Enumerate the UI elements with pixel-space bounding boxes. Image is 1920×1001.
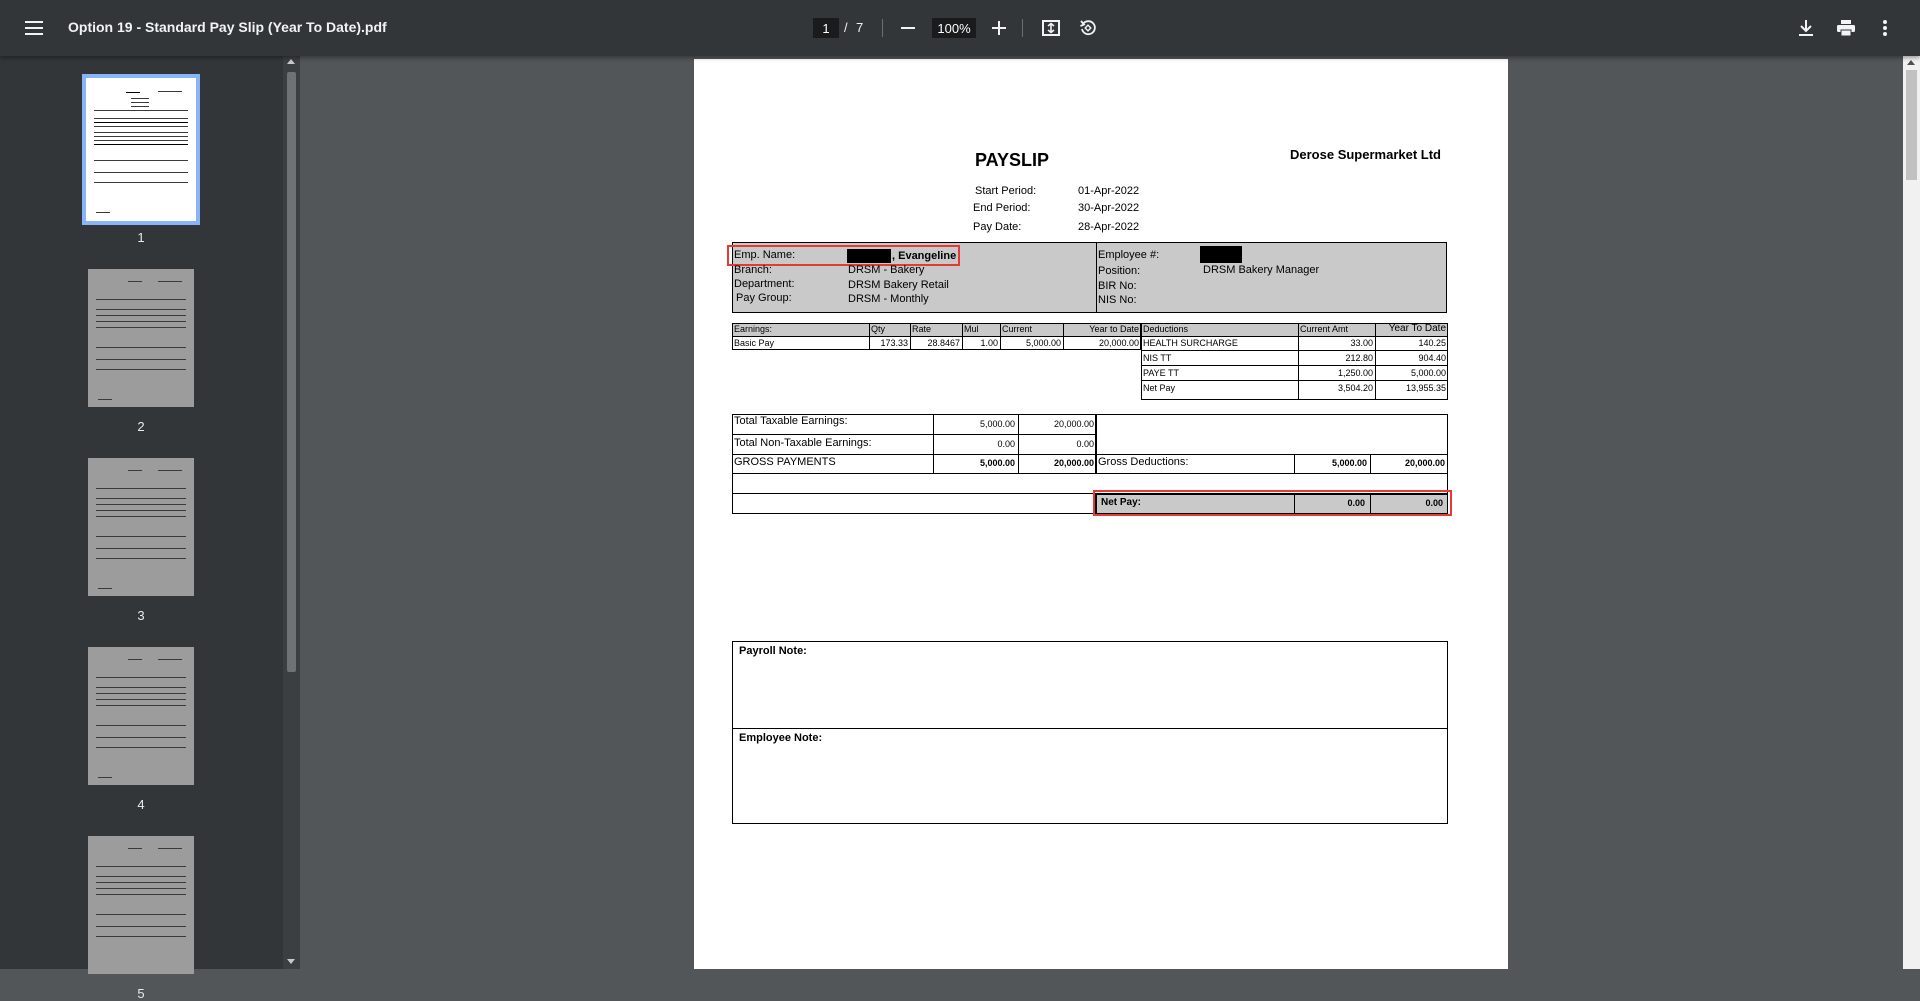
deduction-row-current: 1,250.00 (1337, 368, 1373, 378)
net-pay-left-cell (732, 494, 1096, 514)
pdf-page (694, 59, 1508, 969)
payroll-note-label: Payroll Note: (739, 645, 807, 657)
page-separator: / (844, 20, 848, 35)
earnings-header: Mul (964, 324, 979, 334)
page-number-input[interactable]: 1 (813, 18, 839, 38)
deduction-row-ytd: 904.40 (1418, 353, 1446, 363)
fit-page-icon[interactable] (1040, 17, 1062, 39)
company-name: Derose Supermarket Ltd (1290, 147, 1441, 162)
earnings-row-mul: 1.00 (980, 338, 998, 348)
earnings-header: Earnings: (734, 324, 773, 334)
page-total: 7 (856, 20, 864, 35)
pdf-toolbar (0, 0, 1920, 56)
nontaxable-earnings-label: Total Non-Taxable Earnings: (734, 437, 872, 449)
position-label: Position: (1098, 265, 1141, 277)
payroll-note-box (732, 641, 1448, 729)
toolbar-divider (882, 19, 883, 37)
gross-payments-current: 5,000.00 (979, 458, 1015, 468)
earnings-header: Rate (912, 324, 932, 334)
scroll-up-arrow-icon[interactable] (1907, 60, 1915, 65)
payslip-title: PAYSLIP (975, 150, 1050, 170)
employee-note-label: Employee Note: (739, 732, 823, 744)
deduction-row-ytd: 5,000.00 (1410, 368, 1446, 378)
page-thumbnail-2[interactable] (88, 269, 194, 407)
scroll-up-arrow-icon[interactable] (287, 59, 295, 64)
document-title: Option 19 - Standard Pay Slip (Year To Date).pdf (68, 19, 387, 35)
document-scrollbar-thumb[interactable] (1906, 70, 1917, 180)
pay-group-value: DRSM - Monthly (848, 293, 929, 305)
department-label: Department: (734, 278, 795, 290)
earnings-row-qty: 173.33 (880, 338, 908, 348)
page-thumbnail-4[interactable] (88, 647, 194, 785)
end-period-label: End Period: (973, 202, 1031, 214)
sidebar-scrollbar-thumb[interactable] (287, 72, 296, 672)
thumbnail-label: 2 (137, 419, 145, 434)
zoom-input[interactable]: 100% (932, 18, 976, 38)
deduction-row-name: PAYE TT (1143, 368, 1180, 378)
net-pay-ytd: 0.00 (1425, 498, 1443, 508)
net-pay-label: Net Pay: (1101, 497, 1142, 508)
deduction-row-name: HEALTH SURCHARGE (1143, 338, 1238, 348)
pay-date-value: 28-Apr-2022 (1078, 221, 1140, 233)
deduction-row-ytd: 13,955.35 (1405, 383, 1446, 393)
document-scrollbar[interactable] (1903, 56, 1920, 969)
branch-label: Branch: (734, 264, 772, 276)
start-period-label: Start Period: (975, 185, 1037, 197)
start-period-value: 01-Apr-2022 (1078, 185, 1140, 197)
print-icon[interactable] (1834, 17, 1858, 39)
earnings-header: Current (1002, 324, 1033, 334)
net-pay-current: 0.00 (1347, 498, 1365, 508)
thumbnail-label: 1 (137, 230, 145, 245)
employee-number-label: Employee #: (1098, 249, 1160, 261)
page-thumbnail-3[interactable] (88, 458, 194, 596)
redacted-employee-number (1200, 246, 1242, 263)
page-thumbnail-1[interactable] (86, 78, 196, 221)
gross-payments-label: GROSS PAYMENTS (734, 456, 836, 468)
pay-date-label: Pay Date: (973, 221, 1022, 233)
employee-info-divider (1096, 242, 1097, 313)
nontaxable-earnings-current: 0.00 (997, 439, 1015, 449)
thumbnail-label: 5 (137, 986, 145, 1001)
sidebar-scrollbar[interactable] (283, 56, 300, 969)
gross-deductions-ytd: 20,000.00 (1404, 458, 1445, 468)
earnings-row-rate: 28.8467 (927, 338, 960, 348)
rotate-icon[interactable] (1077, 17, 1099, 39)
zoom-out-icon[interactable] (898, 18, 918, 38)
deduction-row-current: 212.80 (1345, 353, 1373, 363)
earnings-row-ytd: 20,000.00 (1098, 338, 1139, 348)
zoom-in-icon[interactable] (989, 18, 1009, 38)
thumbnail-label: 4 (137, 797, 145, 812)
download-icon[interactable] (1795, 17, 1817, 39)
earnings-header: Year to Date (1089, 324, 1139, 334)
earnings-header: Qty (871, 324, 886, 334)
emp-name-highlight (727, 245, 960, 266)
deduction-row-name: Net Pay (1143, 383, 1176, 393)
nontaxable-earnings-ytd: 0.00 (1076, 439, 1094, 449)
department-value: DRSM Bakery Retail (848, 279, 949, 291)
more-vert-icon[interactable] (1876, 17, 1894, 39)
gross-deductions-label: Gross Deductions: (1098, 456, 1189, 468)
deductions-header: Current Amt (1300, 324, 1349, 334)
earnings-row-name: Basic Pay (734, 338, 775, 348)
pay-group-label: Pay Group: (736, 292, 792, 304)
emp-name-value: , Evangeline (892, 250, 957, 262)
thumbnail-label: 3 (137, 608, 145, 623)
earnings-row-current: 5,000.00 (1025, 338, 1061, 348)
taxable-earnings-current: 5,000.00 (979, 419, 1015, 429)
branch-value: DRSM - Bakery (848, 264, 925, 276)
deduction-row-current: 33.00 (1350, 338, 1373, 348)
taxable-earnings-ytd: 20,000.00 (1053, 419, 1094, 429)
page-thumbnail-5[interactable] (88, 836, 194, 974)
net-pay-highlight (1093, 490, 1452, 516)
deduction-row-ytd: 140.25 (1418, 338, 1446, 348)
deduction-row-name: NIS TT (1143, 353, 1172, 363)
employee-note-box (732, 728, 1448, 824)
nis-number-label: NIS No: (1098, 294, 1137, 306)
end-period-value: 30-Apr-2022 (1078, 202, 1140, 214)
toolbar-divider (1022, 19, 1023, 37)
gross-deductions-current: 5,000.00 (1331, 458, 1367, 468)
taxable-earnings-label: Total Taxable Earnings: (734, 415, 848, 427)
position-value: DRSM Bakery Manager (1203, 264, 1320, 276)
deduction-row-current: 3,504.20 (1337, 383, 1373, 393)
deductions-header: Deductions (1143, 324, 1189, 334)
bir-number-label: BIR No: (1098, 280, 1137, 292)
gross-payments-ytd: 20,000.00 (1053, 458, 1094, 468)
scroll-down-arrow-icon[interactable] (287, 959, 295, 964)
thumbnail-sidebar (0, 56, 283, 1001)
deductions-header: Year To Date (1388, 323, 1446, 334)
hamburger-icon[interactable] (20, 16, 48, 40)
emp-name-label: Emp. Name: (734, 249, 796, 261)
